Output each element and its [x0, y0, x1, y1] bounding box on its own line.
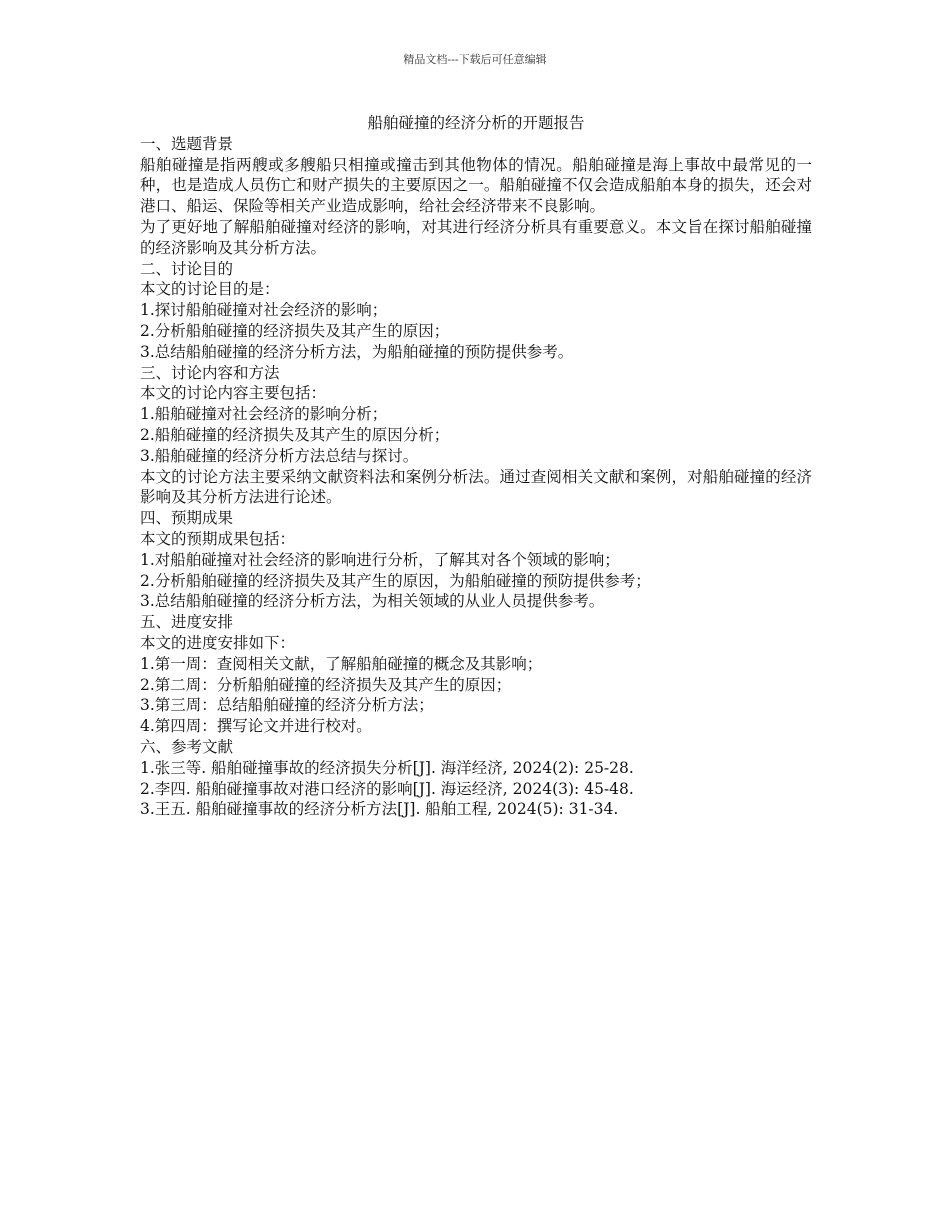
section-references: [140, 737, 812, 820]
section-heading: 三、讨论内容和方法: [140, 363, 280, 382]
section-content-method: [140, 363, 812, 509]
section-expected-results: [140, 508, 812, 612]
list-item: 2.船舶碰撞的经济损失及其产生的原因分析；: [140, 425, 450, 444]
paragraph: 本文的讨论方法主要采纳文献资料法和案例分析法。通过查阅相关文献和案例，对船舶碰撞的经济影响及其分析方法进行论述。: [140, 467, 812, 507]
list-item: 1.第一周：查阅相关文献，了解船舶碰撞的概念及其影响；: [140, 654, 543, 673]
list-item: 2.第二周：分析船舶碰撞的经济损失及其产生的原因；: [140, 675, 512, 694]
section-heading: 五、进度安排: [140, 613, 234, 632]
section-heading: 一、选题背景: [140, 134, 234, 153]
paragraph: 船舶碰撞是指两艘或多艘船只相撞或撞击到其他物体的情况。船舶碰撞是海上事故中最常见的一种，也是造成人员伤亡和财产损失的主要原因之一。船舶碰撞不仅会造成船舶本身的损失，还会对港口、船运、保险等相关产业造成影响，给社会经济带来不良影响。: [140, 155, 812, 216]
document-title: 船舶碰撞的经济分析的开题报告: [367, 114, 585, 132]
page-header: 精品文档---下载后可任意编辑: [403, 53, 547, 66]
section-background: [140, 134, 812, 259]
document-body: [140, 113, 812, 820]
section-heading: 四、预期成果: [140, 509, 234, 528]
reference-item: 1.张三等. 船舶碰撞事故的经济损失分析[J]. 海洋经济, 2024(2): 25-28.: [140, 758, 634, 777]
section-intro: 本文的预期成果包括：: [140, 529, 296, 548]
section-intro: 本文的进度安排如下：: [140, 633, 296, 652]
list-item: 2.分析船舶碰撞的经济损失及其产生的原因；: [140, 321, 450, 340]
list-item: 1.船舶碰撞对社会经济的影响分析；: [140, 405, 388, 424]
section-intro: 本文的讨论内容主要包括：: [140, 384, 327, 403]
list-item: 3.总结船舶碰撞的经济分析方法，为相关领域的从业人员提供参考。: [140, 592, 605, 611]
section-intro: 本文的讨论目的是：: [140, 280, 280, 299]
list-item: 3.船舶碰撞的经济分析方法总结与探讨。: [140, 446, 419, 465]
section-schedule: [140, 612, 812, 737]
list-item: 1.探讨船舶碰撞对社会经济的影响；: [140, 301, 388, 320]
reference-item: 2.李四. 船舶碰撞事故对港口经济的影响[J]. 海运经济, 2024(3): 45-48.: [140, 779, 634, 798]
section-heading: 六、参考文献: [140, 737, 234, 756]
list-item: 3.总结船舶碰撞的经济分析方法，为船舶碰撞的预防提供参考。: [140, 342, 574, 361]
list-item: 3.第三周：总结船舶碰撞的经济分析方法；: [140, 696, 434, 715]
paragraph: 为了更好地了解船舶碰撞对经济的影响，对其进行经济分析具有重要意义。本文旨在探讨船舶碰撞的经济影响及其分析方法。: [140, 217, 812, 257]
list-item: 4.第四周：撰写论文并进行校对。: [140, 717, 372, 736]
section-purpose: [140, 259, 812, 363]
list-item: 1.对船舶碰撞对社会经济的影响进行分析，了解其对各个领域的影响；: [140, 550, 620, 569]
list-item: 2.分析船舶碰撞的经济损失及其产生的原因，为船舶碰撞的预防提供参考；: [140, 571, 651, 590]
reference-item: 3.王五. 船舶碰撞事故的经济分析方法[J]. 船舶工程, 2024(5): 31-34.: [140, 800, 619, 819]
section-heading: 二、讨论目的: [140, 259, 234, 278]
